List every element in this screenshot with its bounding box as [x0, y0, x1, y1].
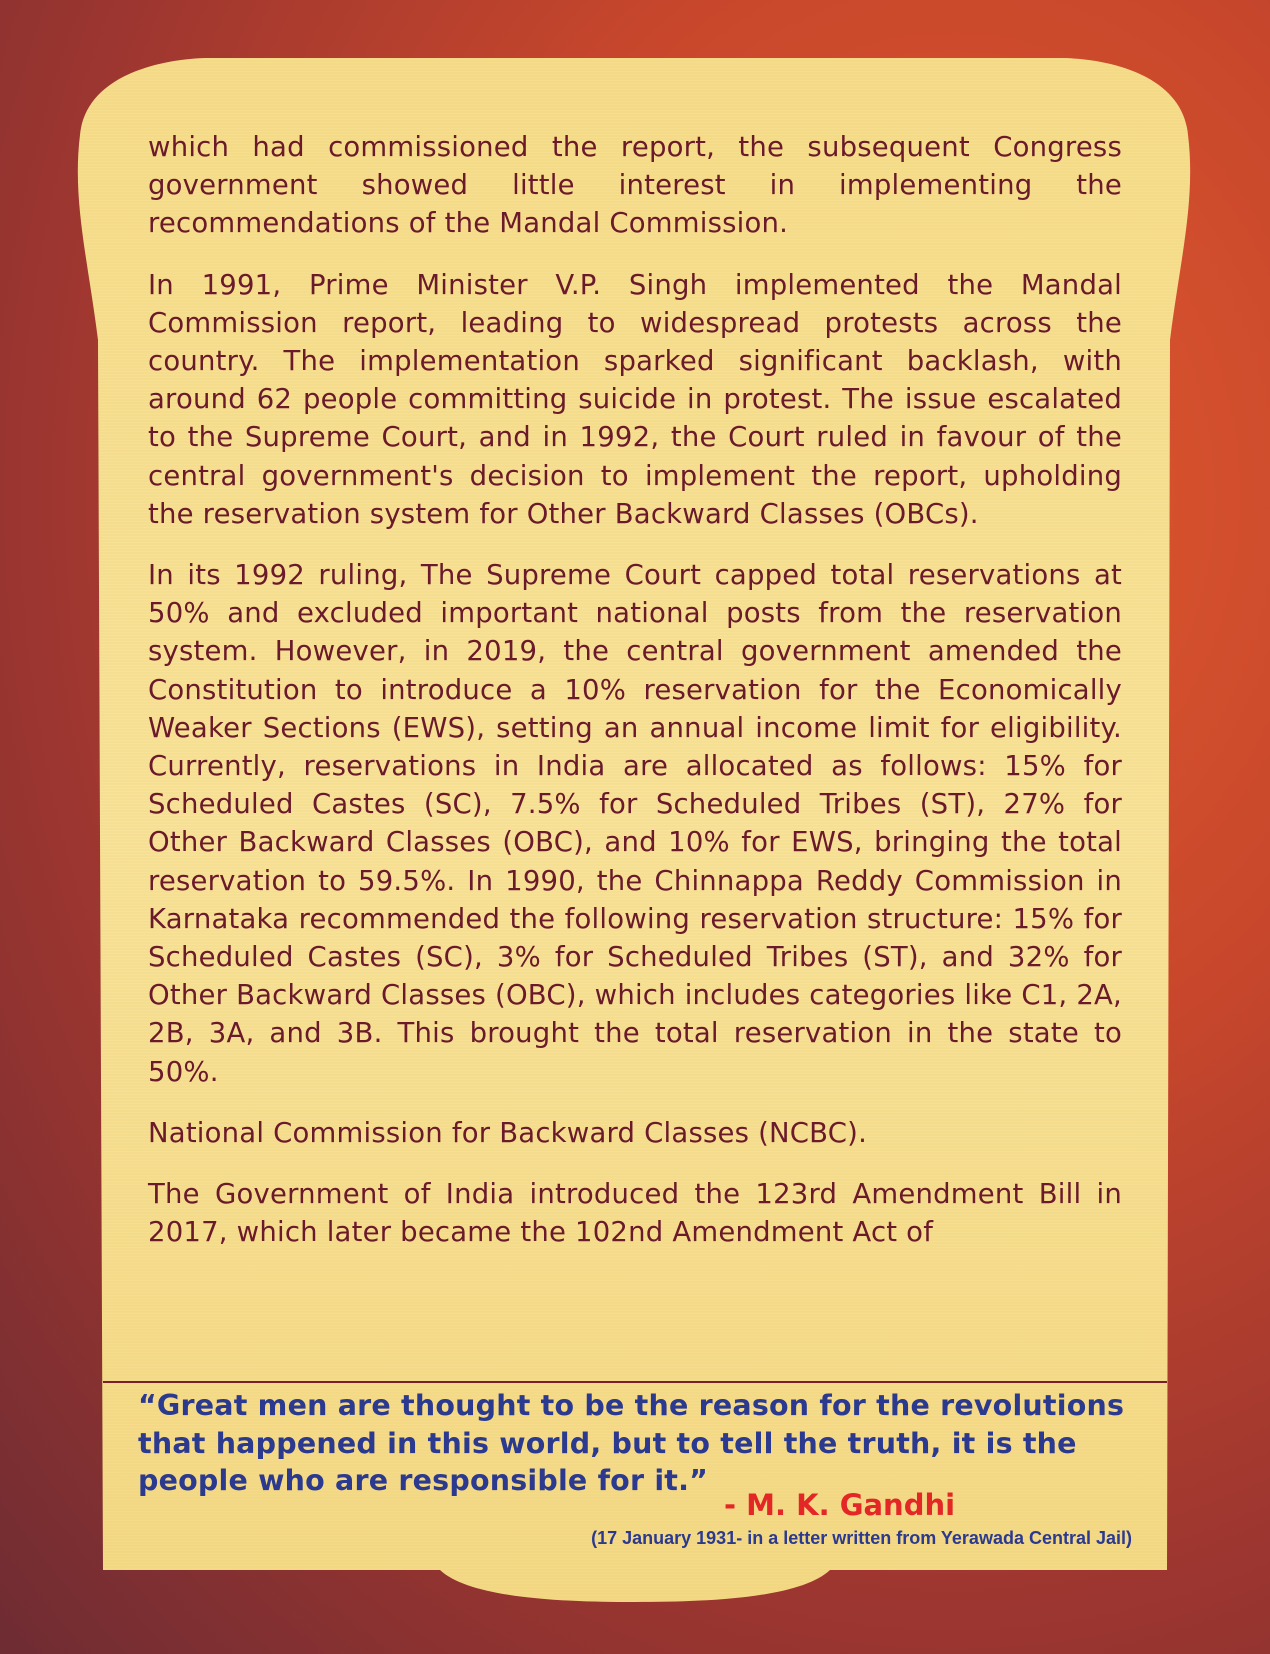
quote-divider	[103, 1381, 1167, 1383]
quote-text: “Great men are thought to be the reason for the revolutions that happened in this world, but to tell the truth, it is the people who are responsible for it.”	[138, 1389, 1125, 1497]
paragraph: which had commissioned the report, the subsequent Congress government showed little interest in implementing the recommendations of the Mandal Commission.	[148, 131, 1122, 240]
paragraph: In 1991, Prime Minister V.P. Singh implemented the Mandal Commission report, leading to widespread protests across the country. The implementation sparked significant backlash, with around 62 people committing suicide in protest. The issue escalated to the Supreme Court, and in 1992, the Court ruled in favour of the central government's decision to implement the report, upholding the reservation system for Other Backward Classes (OBCs).	[148, 268, 1122, 530]
quote-author: - M. K. Gandhi	[724, 1488, 956, 1522]
paragraph: The Government of India introduced the 123rd Amendment Bill in 2017, which later became the 102nd Amendment Act of	[148, 1178, 1122, 1249]
paragraph: In its 1992 ruling, The Supreme Court capped total reservations at 50% and excluded important national posts from the reservation system. However, in 2019, the central government amended the Constitution to introduce a 10% reservation for the Economically Weaker Sections (EWS), setting an annual income limit for eligibility. Currently, reservations in India are allocated as follows: 15% for Scheduled Castes (SC), 7.5% for Scheduled Tribes (ST), 27% for Other Backward Classes (OBC), and 10% for EWS, bringing the total reservation to 59.5%. In 1990, the Chinnappa Reddy Commission in Karnataka recommended the following reservation structure: 15% for Scheduled Castes (SC), 3% for Scheduled Tribes (ST), and 32% for Other Backward Classes (OBC), which includes categories like C1, 2A, 2B, 3A, and 3B. This brought the total reservation in the state to 50%.	[148, 559, 1122, 1088]
quote-source: (17 January 1931- in a letter written from Yerawada Central Jail)	[591, 1528, 1132, 1548]
article-body	[148, 128, 1122, 1274]
paragraph: National Commission for Backward Classes (NCBC).	[148, 1116, 868, 1149]
